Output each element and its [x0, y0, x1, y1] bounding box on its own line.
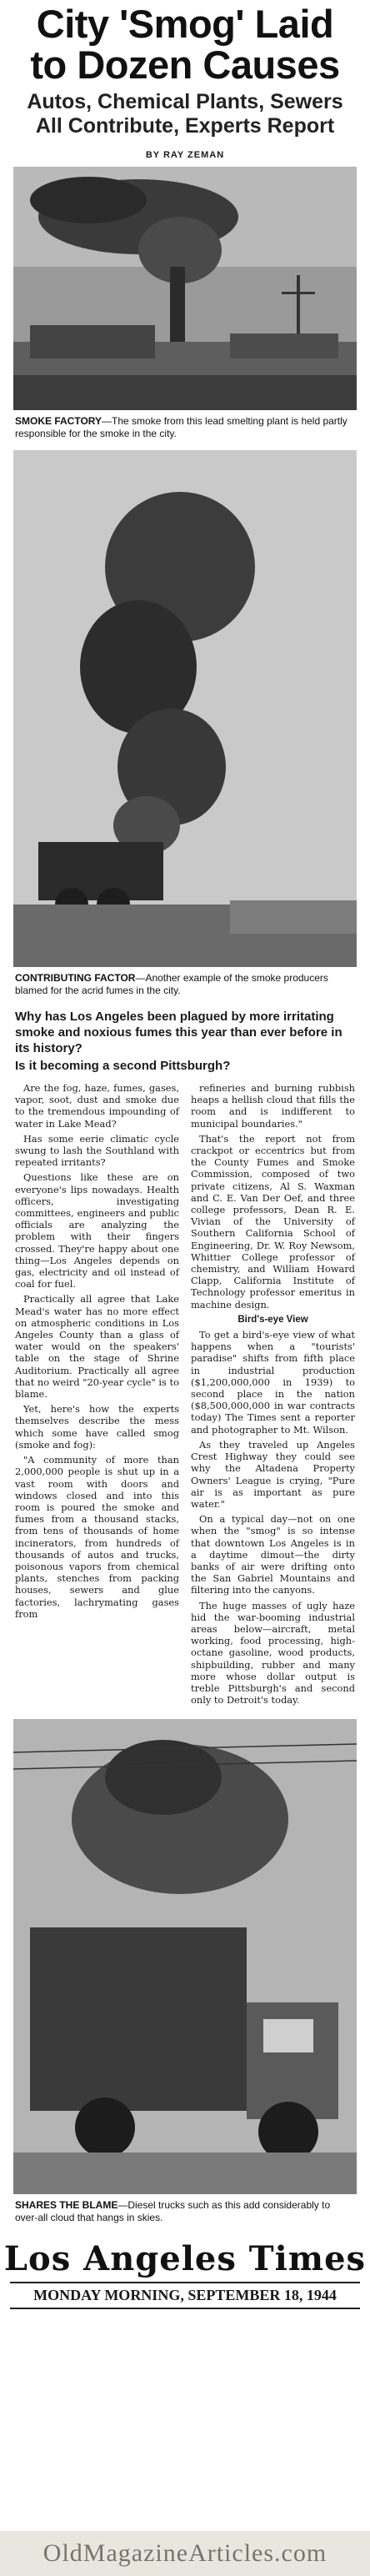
deck: [5, 90, 365, 138]
caption-label: SHARES THE BLAME: [15, 2199, 118, 2212]
paragraph: To get a bird's-eye view of what happens when a "tourists' paradise" shifts from fifth place in industrial production ($1,200,000,000 in 1939) to second place in the nation ($8,500,000,000 in war contracts today) The Times sent a reporter and photographer to Mt. Wilson.: [191, 1329, 355, 1436]
paragraph: Practically all agree that Lake Mead's water has no more effect on atmospheric conditions in Los Angeles County than a glass of water would on the speakers' table on the stage of Shrine Auditorium. Practically all agree that no weird "20-year cycle" is to blame.: [15, 1293, 179, 1401]
caption-label: CONTRIBUTING FACTOR: [15, 972, 136, 984]
paragraph: On a typical day—not on one when the "smog" is so intense that downtown Los Angeles is in a daytime dimout—the dirty banks of air were drifting onto the San Gabriel Mountains and filtering into the canyons.: [191, 1513, 355, 1596]
watermark-footer: OldMagazineArticles.com: [0, 2531, 370, 2576]
caption-text: —Diesel trucks such as this add considerably to over-all cloud that hangs in skies.: [15, 2199, 331, 2224]
paragraph: refineries and burning rubbish heaps a hellish cloud that fills the room and is indifferent to municipal boundaries.": [191, 1082, 355, 1130]
paragraph: Are the fog, haze, fumes, gases, vapor, soot, dust and smoke due to the tremendous impounding of water in Lake Mead?: [15, 1082, 179, 1130]
lead-question: [15, 1009, 355, 1074]
paragraph: As they traveled up Angeles Crest Highway they could see why the Altadena Property Owners' League is crying, "Pure air is as important as pure water.": [191, 1438, 355, 1510]
caption-label: SMOKE FACTORY: [15, 415, 102, 427]
paragraph: Yet, here's how the experts themselves describe the mess which some have called smog (smoke and fog):: [15, 1403, 179, 1451]
caption-shares-the-blame: [15, 2199, 355, 2224]
dateline: MONDAY MORNING, SEPTEMBER 18, 1944: [10, 2282, 360, 2309]
subhead-birds-eye-view: Bird's-eye View: [238, 1314, 308, 1325]
smoke-factory-image: [13, 167, 357, 410]
paragraph: The huge masses of ugly haze hid the war-booming industrial areas below—aircraft, metal working, food processing, high-octane gasoline, wood products, shipbuilding, rubber and many more whose dollar output is treble Pittsburgh's and second only to Detroit's today.: [191, 1599, 355, 1706]
headline-line-2: to Dozen Causes: [30, 43, 340, 87]
headline: [5, 3, 365, 85]
paragraph: Has some eerie climatic cycle swung to lash the Southland with repeated irritants?: [15, 1132, 179, 1169]
train-smoke-image: [13, 450, 357, 967]
deck-line-1: Autos, Chemical Plants, Sewers: [27, 90, 343, 113]
paragraph: That's the report not from crackpot or eccentrics but from the County Fumes and Smoke Commission, composed of two private citizens, Al S. Waxman and C. E. Van Der Oef, and three college professors, Dean R. E. Vivian of the University of Southern California School of Engineering, Dr. W. Roy Newsom, Whittier College professor of chemistry, and William Howard Clapp, California Institute of Technology professor emeritus in machine design.: [191, 1132, 355, 1311]
masthead: Los Angeles Times: [3, 2239, 367, 2279]
left-column: [15, 1082, 179, 1709]
article-body: [15, 1082, 355, 1709]
headline-line-1: City 'Smog' Laid: [36, 2, 334, 46]
byline: BY RAY ZEMAN: [145, 150, 225, 160]
sub-question-text: Is it becoming a second Pittsburgh?: [15, 1059, 231, 1073]
paragraph: Questions like these are on everyone's lips nowadays. Health officers, investigating committees, engineers and public officials are analyzing the problem with their fingers crossed. They're happy about one thing—Los Angeles depends on gas, electricity and oil instead of coal for fuel.: [15, 1171, 179, 1291]
photo-smoke-factory: [13, 167, 357, 410]
deck-line-2: All Contribute, Experts Report: [35, 114, 335, 138]
caption-smoke-factory: [15, 415, 355, 440]
article: [0, 3, 370, 2309]
caption-contributing-factor: [15, 972, 355, 997]
diesel-truck-image: [13, 1719, 357, 2194]
right-column: [191, 1082, 355, 1709]
photo-shares-the-blame: [13, 1719, 357, 2194]
caption-text: —Another example of the smoke producers blamed for the acrid fumes in the city.: [15, 972, 328, 996]
lead-question-text: Why has Los Angeles been plagued by more irritating smoke and noxious fumes this year than ever before in its history?: [15, 1010, 342, 1055]
photo-contributing-factor: [13, 450, 357, 967]
caption-text: —The smoke from this lead smelting plant is held partly responsible for the smoke in the city.: [15, 415, 348, 439]
paragraph: "A community of more than 2,000,000 people is shut up in a vast room with doors and windows closed and into this room is poured the smoke and fumes from a thousand stacks, from tens of thousands of home incinerators, from hundreds of thousands of autos and trucks, poisonous vapors from chemical plants, stenches from packing houses, sewers and glue factories, lachrymating gases from: [15, 1454, 179, 1620]
